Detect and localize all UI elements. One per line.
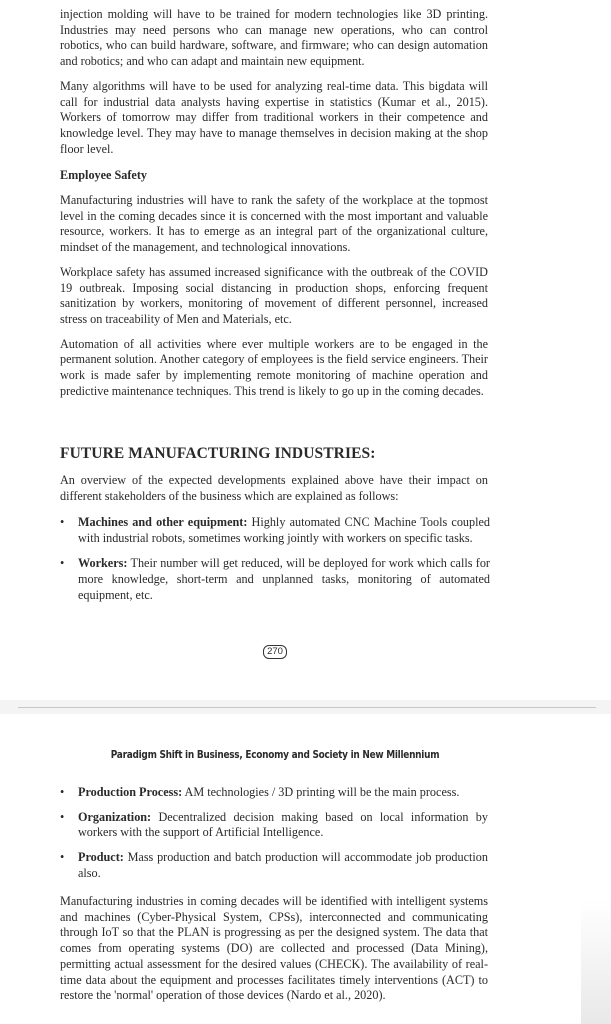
paragraph-overview: An overview of the expected developments explained above have their impact on different stakeholders of the business which are explained as follows: [60,473,488,503]
page-divider [18,707,596,708]
future-manufacturing-heading: FUTURE MANUFACTURING INDUSTRIES: [60,445,376,462]
running-header: Paradigm Shift in Business, Economy and Society in New Millennium [110,749,440,761]
text-block-2 [60,193,488,399]
bullet-icon: • [60,556,65,571]
list-item [60,850,488,881]
list-item [60,515,490,546]
bullet-term: Machines and other equipment: [78,515,248,529]
list-item [60,785,488,801]
bullet-text: Mass production and batch production will accommodate job production also. [78,850,488,880]
text-block-4 [60,894,488,1004]
employee-safety-heading: Employee Safety [60,168,147,182]
paragraph-training: injection molding will have to be trained for modern technologies like 3D printing. Industries may need persons who can manage new operations, who can control robotics, who can build hardware, software, and firmware; who can design automation and robotics; and who can adapt and maintain new equipment. [60,7,488,69]
bullet-icon: • [60,809,65,824]
bullet-icon: • [60,785,65,799]
list-item [60,556,490,603]
bullet-text: Decentralized decision making based on local information by workers with the support of Artificial Intelligence. [78,809,488,840]
bullet-text: Their number will get reduced, will be deployed for work which calls for more knowledge, short-term and unplanned tasks, monitoring of automated equipment, etc. [78,556,490,602]
bullet-term: Workers: [78,556,128,571]
bullet-text: Highly automated CNC Machine Tools coupled with industrial robots, sometimes working jointly with workers on specific tasks. [78,515,490,545]
bullet-list-bottom [60,785,488,882]
paragraph-safety-rank: Manufacturing industries will have to rank the safety of the workplace at the topmost level in the coming decades since it is concerned with the most important and valuable resource, workers. It has to emerge as an integral part of the organizational culture, mindset of the management, and technological innovations. [60,193,488,255]
paragraph-automation: Automation of all activities where ever multiple workers are to be engaged in the permanent solution. Another category of employees is the field service engineers. Their work is made safer by implementing remote monitoring of machine operation and predictive maintenance techniques. This trend is likely to go up in the coming decades. [60,336,488,398]
bullet-term: Organization: [78,809,152,824]
text-block-1 [60,7,488,157]
bullet-list-top [60,515,490,604]
bullet-term: Production Process: [78,785,183,799]
page-number: 270 [263,645,287,659]
bullet-term: Product: [78,850,124,865]
text-block-3 [60,473,488,504]
page-shadow [581,900,611,1024]
bullet-icon: • [60,850,65,865]
paragraph-closing: Manufacturing industries in coming decades will be identified with intelligent systems and machines (Cyber-Physical System, CPSs), interconnected and communicating through IoT so that the PLAN is progressing as per the designed system. The data that comes from operating systems (DO) are collected and processed (Data Mining), permitting actual assessment for the desired values (CHECK). The availability of real-time data about the equipment and processes facilitates timely interventions (ACT) to restore the 'normal' operation of those devices (Nardo et al., 2020). [60,894,488,1003]
bullet-text: AM technologies / 3D printing will be the main process. [182,785,460,799]
list-item [60,810,488,841]
paragraph-bigdata: Many algorithms will have to be used for analyzing real-time data. This bigdata will call for industrial data analysts having expertise in statistics (Kumar et al., 2015). Workers of tomorrow may differ from traditional workers in their competence and knowledge level. They may have to manage themselves in decision making at the shop floor level. [60,78,488,156]
paragraph-covid: Workplace safety has assumed increased significance with the outbreak of the COVID 19 outbreak. Imposing social distancing in production shops, enforcing frequent sanitization by workers, monitoring of movement of different personnel, increased stress on traceability of Men and Materials, etc. [60,264,488,326]
bullet-icon: • [60,515,65,529]
